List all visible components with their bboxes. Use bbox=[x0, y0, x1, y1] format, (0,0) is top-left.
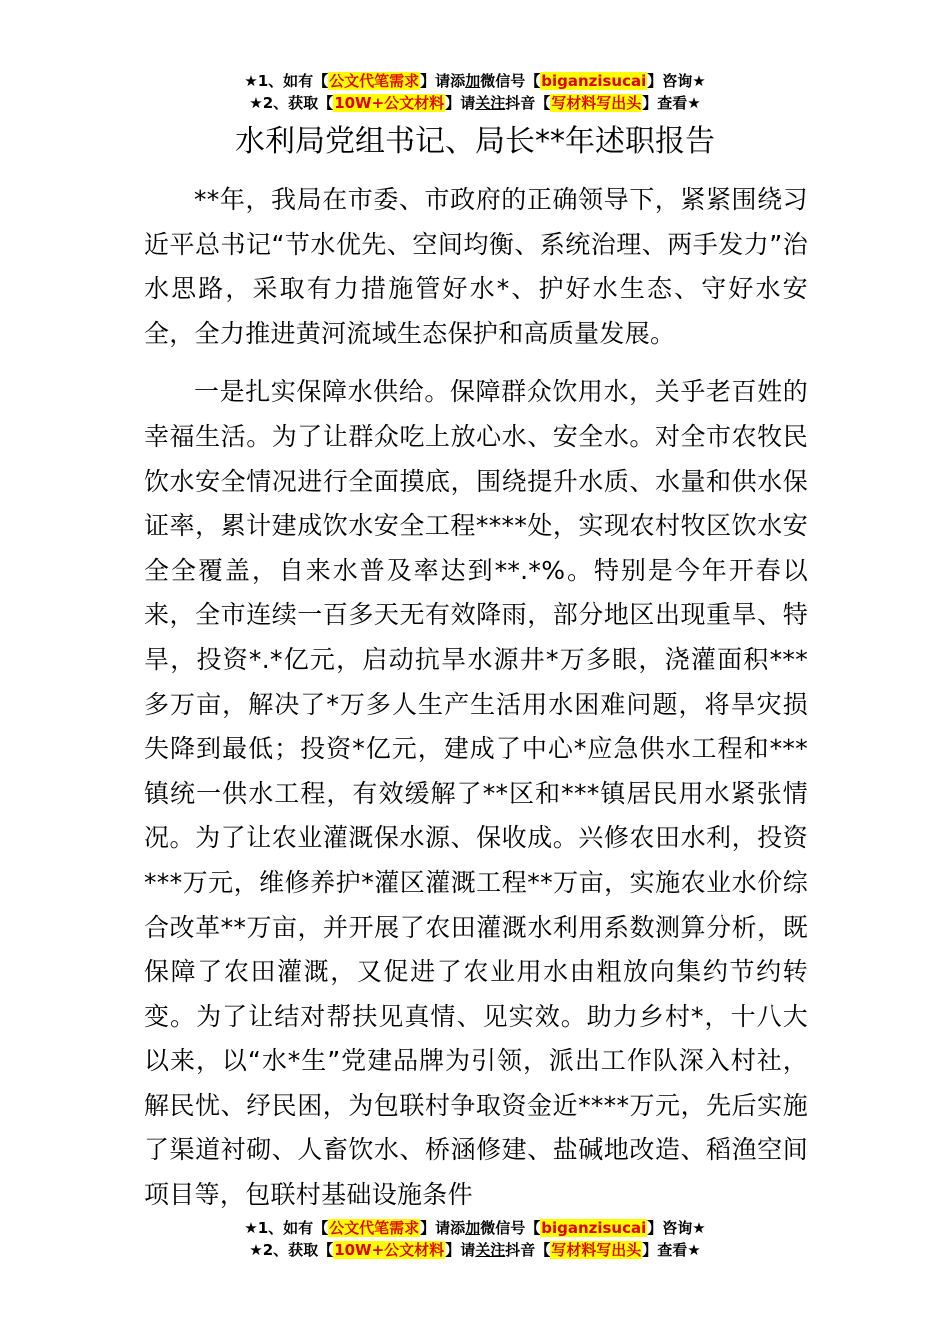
promo-text: 】请 bbox=[445, 94, 476, 112]
paragraph-water-supply: 一是扎实保障水供给。保障群众饮用水，关乎老百姓的幸福生活。为了让群众吃上放心水、安全水。对全市农牧民饮水安全情况进行全面摸底，围绕提升水质、水量和供水保证率，累计建成饮水安全工程****处，实现农村牧区饮水安全全覆盖，自来水普及率达到**.*%。特别是今年开春以来，全市连续一百多天无有效降雨，部分地区出现重旱、特旱，投资*.*亿元，启动抗旱水源井*万多眼，浇灌面积***多万亩，解决了*万多人生产生活用水困难问题，将旱灾损失降到最低；投资*亿元，建成了中心*应急供水工程和***镇统一供水工程，有效缓解了**区和***镇居民用水紧张情况。为了让农业灌溉保水源、保收成。兴修农田水利，投资***万元，维修养护*灌区灌溉工程**万亩，实施农业水价综合改革**万亩，并开展了农田灌溉水利用系数测算分析，既保障了农田灌溉，又促进了农业用水由粗放向集约节约转变。为了让结对帮扶见真情、见实效。助力乡村*，十八大以来，以“水*生”党建品牌为引领，派出工作队深入村社，解民忧、纾民困，为包联村争取资金近****万元，先后实施了渠道衬砌、人畜饮水、桥涵修建、盐碱地改造、稻渔空间项目等，包联村基础设施条件 bbox=[144, 377, 808, 1210]
promo-text: 】查看★ bbox=[642, 1241, 701, 1259]
promo-highlight: biganzisucai bbox=[541, 72, 647, 90]
promo-text: 】咨询★ bbox=[647, 1219, 706, 1237]
promo-line-2 bbox=[0, 1239, 950, 1261]
promo-text: 】咨询★ bbox=[647, 72, 706, 90]
promo-text: 】查看★ bbox=[642, 94, 701, 112]
document-body bbox=[144, 178, 808, 1218]
promo-highlight: 10W+公文材料 bbox=[334, 1241, 445, 1259]
promo-highlight: 写材料写出头 bbox=[551, 94, 642, 112]
promo-text: 】请添 bbox=[420, 72, 466, 90]
promo-text: ★2、获取【 bbox=[249, 1241, 334, 1259]
promo-highlight: 公文代笔需求 bbox=[329, 1219, 420, 1237]
promo-text: 】请 bbox=[445, 1241, 476, 1259]
promo-emphasis: 关注 bbox=[475, 1241, 506, 1259]
promo-text: 】请添 bbox=[420, 1219, 466, 1237]
promo-text: ★2、获取【 bbox=[249, 94, 334, 112]
promo-highlight: 写材料写出头 bbox=[551, 1241, 642, 1259]
promo-banner-bottom bbox=[0, 1217, 950, 1261]
promo-banner-top bbox=[0, 70, 950, 114]
promo-emphasis: 加 bbox=[465, 1219, 481, 1237]
promo-text: ★1、如有【 bbox=[244, 72, 329, 90]
promo-highlight: 10W+公文材料 bbox=[334, 94, 445, 112]
promo-highlight: biganzisucai bbox=[541, 1219, 647, 1237]
paragraph-intro: **年，我局在市委、市政府的正确领导下，紧紧围绕习近平总书记“节水优先、空间均衡、系统治理、两手发力”治水思路，采取有力措施管好水*、护好水生态、守好水安全，全力推进黄河流域生态保护和高质量发展。 bbox=[144, 185, 808, 348]
promo-text: 微信号【 bbox=[480, 1219, 541, 1237]
promo-line-1 bbox=[0, 1217, 950, 1239]
promo-text: 抖音【 bbox=[505, 94, 551, 112]
promo-text: 抖音【 bbox=[505, 1241, 551, 1259]
promo-emphasis: 关注 bbox=[475, 94, 506, 112]
promo-line-2 bbox=[0, 92, 950, 114]
promo-emphasis: 加 bbox=[465, 72, 481, 90]
promo-highlight: 公文代笔需求 bbox=[329, 72, 420, 90]
promo-line-1 bbox=[0, 70, 950, 92]
promo-text: 微信号【 bbox=[480, 72, 541, 90]
promo-text: ★1、如有【 bbox=[244, 1219, 329, 1237]
document-title: 水利局党组书记、局长**年述职报告 bbox=[235, 124, 715, 159]
